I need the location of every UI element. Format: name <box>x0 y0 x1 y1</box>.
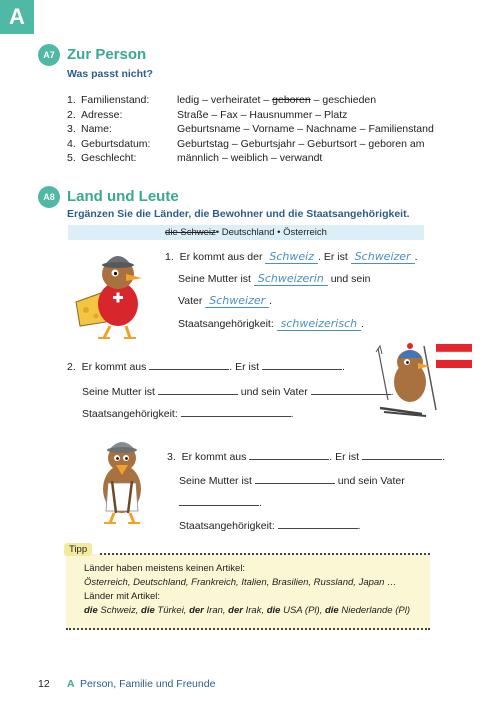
a7-row-number: 4. <box>67 137 76 150</box>
ex2-blank-country[interactable] <box>149 358 229 370</box>
tip-line-2: Österreich, Deutschland, Frankreich, Italien, Brasilien, Russland, Japan … <box>84 577 397 588</box>
a7-row-label: Geburtsdatum: <box>81 137 151 150</box>
a7-row-options: ledig – verheiratet – geboren – geschieden <box>177 94 377 106</box>
ex1-answer-mother[interactable]: Schweizerin <box>254 272 328 286</box>
exercise-badge-a8: A8 <box>38 186 60 208</box>
a7-row-options: Straße – Fax – Hausnummer – Platz <box>177 108 348 121</box>
tip-country: Irak, <box>242 605 267 616</box>
a7-instruction: Was passt nicht? <box>67 68 153 80</box>
ex2-line2: Seine Mutter ist und sein Vater . <box>82 383 394 398</box>
a7-row-number: 2. <box>67 108 76 121</box>
tip-country: USA (Pl), <box>280 605 325 616</box>
a7-row-label: Name: <box>81 123 112 135</box>
tip-label: Tipp <box>64 543 92 556</box>
ex3-blank-father[interactable] <box>179 494 259 506</box>
tip-country: Türkei, <box>154 605 190 616</box>
tip-country: Niederlande (Pl) <box>338 605 411 616</box>
ex1-line4: Staatsangehörigkeit: schweizerisch . <box>178 317 365 330</box>
tip-article: die <box>324 605 339 616</box>
tip-top-divider <box>100 553 430 555</box>
tip-line-3: Länder mit Artikel: <box>84 591 161 602</box>
ex2-blank-resident[interactable] <box>262 358 342 370</box>
swiss-bird-illustration <box>70 244 155 342</box>
tip-country: Schweiz, <box>97 605 142 616</box>
ex3-line4: Staatsangehörigkeit: . <box>179 517 361 532</box>
tip-article: der <box>228 605 243 616</box>
a7-row <box>67 93 487 108</box>
ex1-answer-father[interactable]: Schweizer <box>205 294 269 308</box>
ex1-answer-nationality[interactable]: schweizerisch <box>277 317 361 331</box>
tip-bottom-divider <box>66 628 430 630</box>
ex3-blank-resident[interactable] <box>362 448 442 460</box>
a7-row <box>67 137 487 152</box>
ex1-line2: Seine Mutter ist Schweizerin und sein <box>178 272 371 285</box>
tip-country: Iran, <box>203 605 229 616</box>
a7-row-options: Geburtsname – Vorname – Nachname – Familienstand <box>177 123 434 135</box>
german-bird-illustration <box>86 431 158 526</box>
ex1-answer-resident[interactable]: Schweizer <box>351 250 415 264</box>
ex2-line3: Staatsangehörigkeit: . <box>82 405 294 420</box>
ex2-line1: 2. Er kommt aus . Er ist . <box>67 358 345 373</box>
tip-line-4 <box>84 604 429 618</box>
exercise-badge-a7: A7 <box>38 44 60 66</box>
ex3-line2: Seine Mutter ist und sein Vater <box>179 472 405 487</box>
tip-article: der <box>189 605 204 616</box>
tip-content <box>84 562 429 618</box>
a7-row <box>67 108 487 123</box>
ex2-blank-nationality[interactable] <box>181 405 291 417</box>
ex3-blank-mother[interactable] <box>255 472 335 484</box>
footer-chapter-letter: A <box>67 678 75 690</box>
a7-row-label: Familienstand: <box>81 94 150 106</box>
tip-line-1: Länder haben meistens keinen Artikel: <box>84 563 246 574</box>
ex1-line1: 1. Er kommt aus der Schweiz . Er ist Schweizer . <box>165 250 418 263</box>
a7-row <box>67 151 487 166</box>
ex3-blank-nationality[interactable] <box>278 517 358 529</box>
ex3-blank-country[interactable] <box>249 448 329 460</box>
a8-instruction: Ergänzen Sie die Länder, die Bewohner und die Staatsangehörigkeit. <box>67 208 410 220</box>
tip-article: die <box>266 605 281 616</box>
word-bank-banner: die Schweiz • Deutschland • Österreich <box>68 225 424 240</box>
a7-struck-word: geboren <box>272 94 311 106</box>
a7-row <box>67 122 487 137</box>
ex1-answer-country[interactable]: Schweiz <box>265 250 318 264</box>
footer-chapter-title: Person, Familie und Freunde <box>80 678 216 690</box>
austrian-bird-illustration <box>374 338 478 418</box>
a7-row-number: 1. <box>67 94 76 106</box>
tip-article: die <box>141 605 155 616</box>
a7-row-number: 3. <box>67 123 76 135</box>
a8-title: Land und Leute <box>67 188 179 205</box>
a7-row-options: männlich – weiblich – verwandt <box>177 152 323 164</box>
a7-row-number: 5. <box>67 152 76 164</box>
tip-article: die <box>84 605 98 616</box>
a7-title: Zur Person <box>67 46 147 63</box>
ex1-line3: Vater Schweizer . <box>178 294 273 307</box>
ex2-blank-mother[interactable] <box>158 383 238 395</box>
ex3-line1: 3. Er kommt aus . Er ist . <box>167 448 445 463</box>
ex3-line3: . <box>179 494 262 509</box>
a7-list <box>67 93 487 166</box>
a7-row-options: Geburtstag – Geburtsjahr – Geburtsort – geboren am <box>177 137 425 150</box>
a7-row-label: Adresse: <box>81 108 123 121</box>
chapter-tab: A <box>0 0 34 34</box>
a7-row-label: Geschlecht: <box>81 152 137 164</box>
page-number: 12 <box>38 678 50 690</box>
